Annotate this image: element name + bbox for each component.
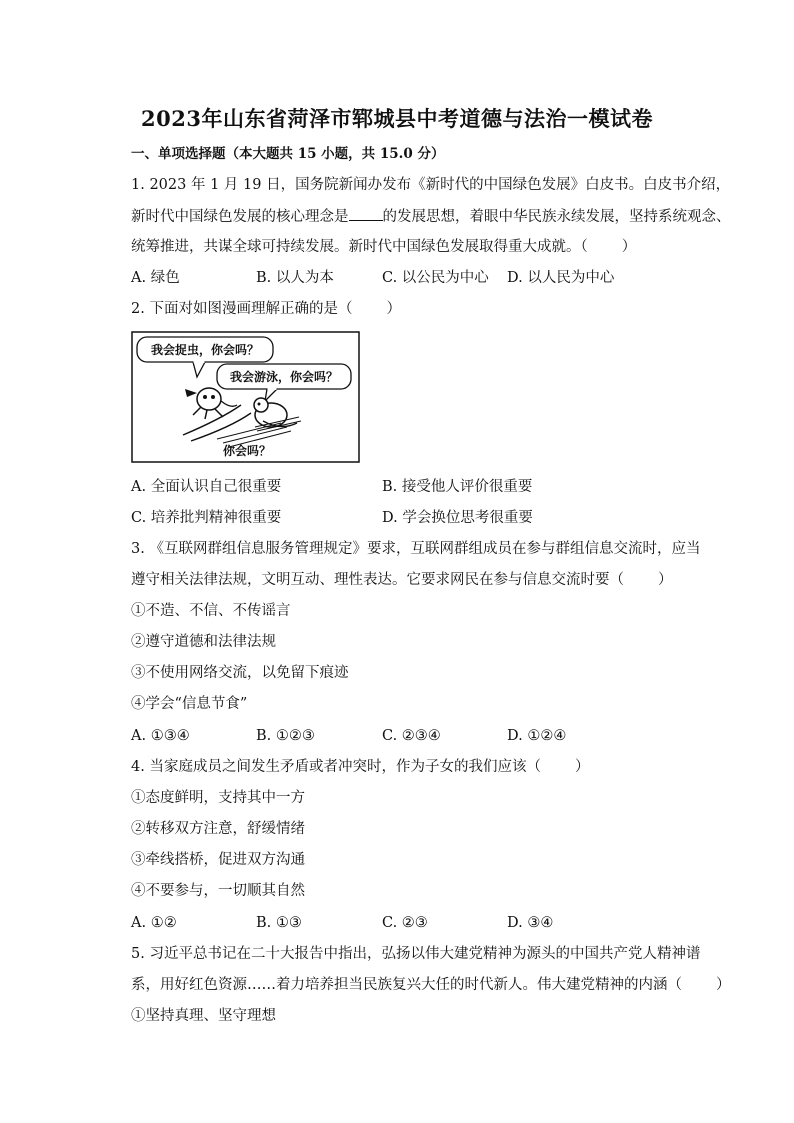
q2-option-a[interactable]: A. 全面认识自己很重要 xyxy=(131,479,282,495)
q2-line-1-text: 2. 下面对如图漫画理解正确的是（ xyxy=(131,301,353,317)
q3-item-1: ①不造、不信、不传谣言 xyxy=(131,603,291,619)
q4-item-3: ③牵线搭桥，促进双方沟通 xyxy=(131,852,305,868)
section-heading: 一、单项选择题（本大题共 15 小题，共 15.0 分） xyxy=(131,146,445,162)
q1-line-3-end: ） xyxy=(621,239,637,255)
q3-line-2-text: 遵守相关法律法规，文明互动、理性表达。它要求网民在参与信息交流时要（ xyxy=(131,572,624,588)
q1-line-2-a: 新时代中国绿色发展的核心理念是 xyxy=(131,209,349,225)
q4-line-1-text: 4. 当家庭成员之间发生矛盾或者冲突时，作为子女的我们应该（ xyxy=(131,759,541,775)
q2-option-c[interactable]: C. 培养批判精神很重要 xyxy=(131,510,282,526)
q1-option-a[interactable]: A. 绿色 xyxy=(131,270,180,286)
q1-option-b[interactable]: B. 以人为本 xyxy=(256,270,334,286)
q4-option-b[interactable]: B. ①③ xyxy=(256,915,302,931)
q4-item-1: ①态度鲜明，支持其中一方 xyxy=(131,790,305,806)
q5-item-1: ①坚持真理、坚守理想 xyxy=(131,1008,276,1024)
q3-option-c[interactable]: C. ②③④ xyxy=(382,728,441,744)
q4-line-1-end: ） xyxy=(574,759,590,775)
q5-line-2-text: 系，用好红色资源……着力培养担当民族复兴大任的时代新人。伟大建党精神的内涵（ xyxy=(131,977,682,993)
q4-item-2: ②转移双方注意，舒缓情绪 xyxy=(131,821,305,837)
q4-line-1 xyxy=(131,757,589,777)
page-title: 2023年山东省菏泽市郓城县中考道德与法治一模试卷 xyxy=(141,106,653,131)
comic-illustration xyxy=(131,331,360,463)
q2-option-d[interactable]: D. 学会换位思考很重要 xyxy=(382,510,533,526)
q1-line-3 xyxy=(131,237,636,257)
q2-line-1 xyxy=(131,299,401,319)
q4-option-c[interactable]: C. ②③ xyxy=(382,915,428,931)
q1-line-1: 1. 2023 年 1 月 19 日，国务院新闻办发布《新时代的中国绿色发展》白皮书。白皮书介绍， xyxy=(131,177,731,193)
q1-line-2-b: 的发展思想，着眼中华民族永续发展，坚持系统观念、 xyxy=(382,209,731,225)
q5-line-1: 5. 习近平总书记在二十大报告中指出，弘扬以伟大建党精神为源头的中国共产党人精神谱 xyxy=(131,946,701,962)
q3-line-2-end: ） xyxy=(658,572,673,588)
q3-option-b[interactable]: B. ①②③ xyxy=(256,728,315,744)
q3-item-2: ②遵守道德和法律法规 xyxy=(131,634,276,650)
q2-line-1-end: ） xyxy=(386,301,401,317)
speech-bubble-1-text: 我会捉虫，你会吗？ xyxy=(150,343,260,357)
q3-line-1: 3. 《互联网群组信息服务管理规定》要求，互联网群组成员在参与群组信息交流时，应当 xyxy=(131,541,701,557)
q4-option-d[interactable]: D. ③④ xyxy=(507,915,554,931)
q1-line-2 xyxy=(131,206,731,227)
q1-blank xyxy=(349,206,383,221)
q1-option-d[interactable]: D. 以人民为中心 xyxy=(507,270,615,286)
q3-option-a[interactable]: A. ①③④ xyxy=(131,728,190,744)
q5-line-2 xyxy=(131,975,731,995)
q2-option-b[interactable]: B. 接受他人评价很重要 xyxy=(382,479,533,495)
q5-line-2-end: ） xyxy=(716,977,731,993)
q1-option-c[interactable]: C. 以公民为中心 xyxy=(382,270,489,286)
speech-bubble-2-text: 我会游泳，你会吗？ xyxy=(229,370,339,384)
q3-item-3: ③不使用网络交流，以免留下痕迹 xyxy=(131,665,349,681)
q1-line-3-text: 统筹推进，共谋全球可持续发展。新时代中国绿色发展取得重大成就。（ xyxy=(131,239,588,255)
cartoon-caption: 你会吗？ xyxy=(222,444,272,458)
q4-item-4: ④不要参与，一切顺其自然 xyxy=(131,883,305,899)
q3-line-2 xyxy=(131,570,673,590)
q3-option-d[interactable]: D. ①②④ xyxy=(507,728,567,744)
q3-item-4: ④学会“信息节食” xyxy=(131,696,248,712)
q4-option-a[interactable]: A. ①② xyxy=(131,915,177,931)
